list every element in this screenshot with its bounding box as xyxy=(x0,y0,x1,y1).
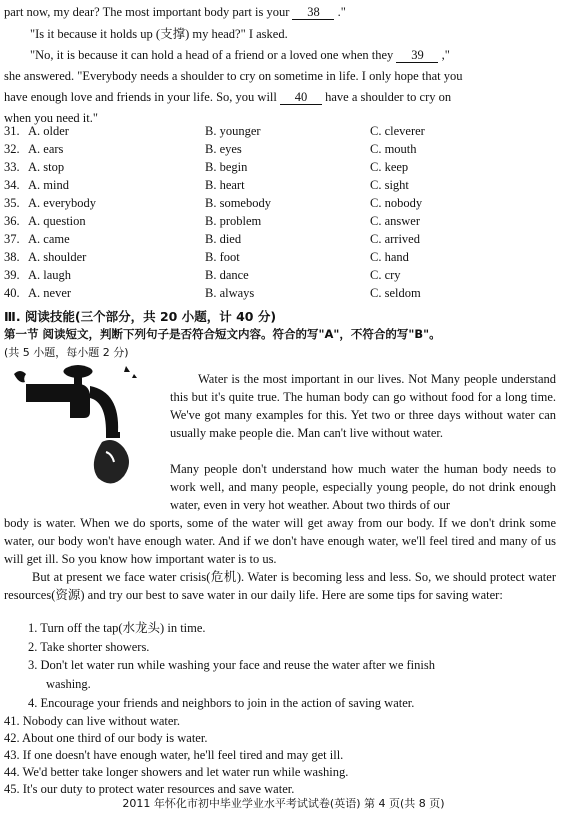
option-number: 33. xyxy=(4,160,20,174)
reading-paragraph-2-rest: body is water. When we do sports, some of the water will get away from our body. If we don't drink some water, our body won't have enough water. And if we don't have enough water, we'll feel tired and many of us will get ill. So you know how important water is to us. xyxy=(4,516,556,566)
passage-line-4: she answered. "Everybody needs a shoulder to cry on sometime in life. I only hope that you xyxy=(4,69,463,83)
option-number: 31. xyxy=(4,124,20,138)
tap-illustration xyxy=(6,364,166,498)
question-item: 43. If one doesn't have enough water, he'll feel tired and may get ill. xyxy=(4,748,344,762)
option-a: A. mind xyxy=(28,178,69,192)
passage-line-6: when you need it." xyxy=(4,111,98,125)
option-a: A. older xyxy=(28,124,69,138)
tip-item: 1. Turn off the tap(水龙头) in time. xyxy=(28,621,206,635)
option-number: 40. xyxy=(4,286,20,300)
option-a: A. question xyxy=(28,214,86,228)
page-footer: 2011 年怀化市初中毕业学业水平考试试卷(英语) 第 4 页(共 8 页) xyxy=(122,797,445,810)
blank-40: 40 xyxy=(280,91,322,105)
tip-item: 4. Encourage your friends and neighbors to join in the action of saving water. xyxy=(28,696,415,710)
option-b: B. dance xyxy=(205,268,249,282)
reading-paragraph-3: But at present we face water crisis(危机). Water is becoming less and less. So, we should protect water resources(资源) and try our best to save water in our daily life. Here are some tips for saving water: xyxy=(4,570,556,602)
question-item: 45. It's our duty to protect water resources and save water. xyxy=(4,782,295,796)
option-b: B. eyes xyxy=(205,142,242,156)
option-b: B. problem xyxy=(205,214,262,228)
option-number: 37. xyxy=(4,232,20,246)
option-c: C. seldom xyxy=(370,286,421,300)
part-1-title: 第一节 阅读短文，判断下列句子是否符合短文内容。符合的写"A"，不符合的写"B"。 xyxy=(4,327,441,341)
option-number: 39. xyxy=(4,268,20,282)
tip-item: washing. xyxy=(46,677,91,691)
option-number: 32. xyxy=(4,142,20,156)
passage-line-5: have enough love and friends in your life. So, you will 40 have a shoulder to cry on xyxy=(4,90,452,104)
option-number: 36. xyxy=(4,214,20,228)
tip-item: 3. Don't let water run while washing your face and reuse the water after we finish xyxy=(28,658,435,672)
option-b: B. died xyxy=(205,232,242,246)
option-b: B. always xyxy=(205,286,255,300)
option-number: 34. xyxy=(4,178,20,192)
option-a: A. laugh xyxy=(28,268,72,282)
option-c: C. cry xyxy=(370,268,401,282)
question-item: 44. We'd better take longer showers and let water run while washing. xyxy=(4,765,349,779)
option-a: A. everybody xyxy=(28,196,97,210)
reading-paragraph-1: Water is the most important in our lives. Not Many people understand this but it's quite true. The human body can go without food for a long time. We've got many examples for this. Yet two or three days without water can usually make people die. Man can't live without water. xyxy=(170,372,556,440)
blank-39: 39 xyxy=(396,49,438,63)
option-c: C. answer xyxy=(370,214,420,228)
option-c: C. mouth xyxy=(370,142,417,156)
reading-paragraph-2-start: Many people don't understand how much water the human body needs to work well, and many people, especially young people, do not drink enough water, even in very hot weather. About two thirds of our xyxy=(170,462,556,512)
option-c: C. nobody xyxy=(370,196,423,210)
tap-icon xyxy=(14,365,137,484)
passage-line-3: "No, it is because it can hold a head of a friend or a loved one when they 39 ," xyxy=(30,48,450,62)
option-c: C. cleverer xyxy=(370,124,425,138)
tip-item: 2. Take shorter showers. xyxy=(28,640,150,654)
option-a: A. came xyxy=(28,232,70,246)
option-number: 35. xyxy=(4,196,20,210)
option-a: A. ears xyxy=(28,142,64,156)
option-a: A. shoulder xyxy=(28,250,87,264)
option-c: C. hand xyxy=(370,250,409,264)
passage-line-2: "Is it because it holds up (支撑) my head?" I asked. xyxy=(30,27,288,41)
option-c: C. sight xyxy=(370,178,409,192)
option-b: B. begin xyxy=(205,160,248,174)
option-number: 38. xyxy=(4,250,20,264)
option-a: A. never xyxy=(28,286,72,300)
passage-line-1: part now, my dear? The most important body part is your 38 ." xyxy=(4,5,346,19)
option-b: B. younger xyxy=(205,124,261,138)
question-item: 41. Nobody can live without water. xyxy=(4,714,181,728)
option-c: C. keep xyxy=(370,160,409,174)
part-1-note: (共 5 小题，每小题 2 分) xyxy=(4,346,129,359)
option-b: B. somebody xyxy=(205,196,271,210)
question-item: 42. About one third of our body is water. xyxy=(4,731,208,745)
option-c: C. arrived xyxy=(370,232,420,246)
option-b: B. foot xyxy=(205,250,240,264)
blank-38: 38 xyxy=(292,6,334,20)
option-a: A. stop xyxy=(28,160,65,174)
section-3-title: Ⅲ. 阅读技能(三个部分，共 20 小题，计 40 分) xyxy=(4,309,277,324)
option-b: B. heart xyxy=(205,178,245,192)
